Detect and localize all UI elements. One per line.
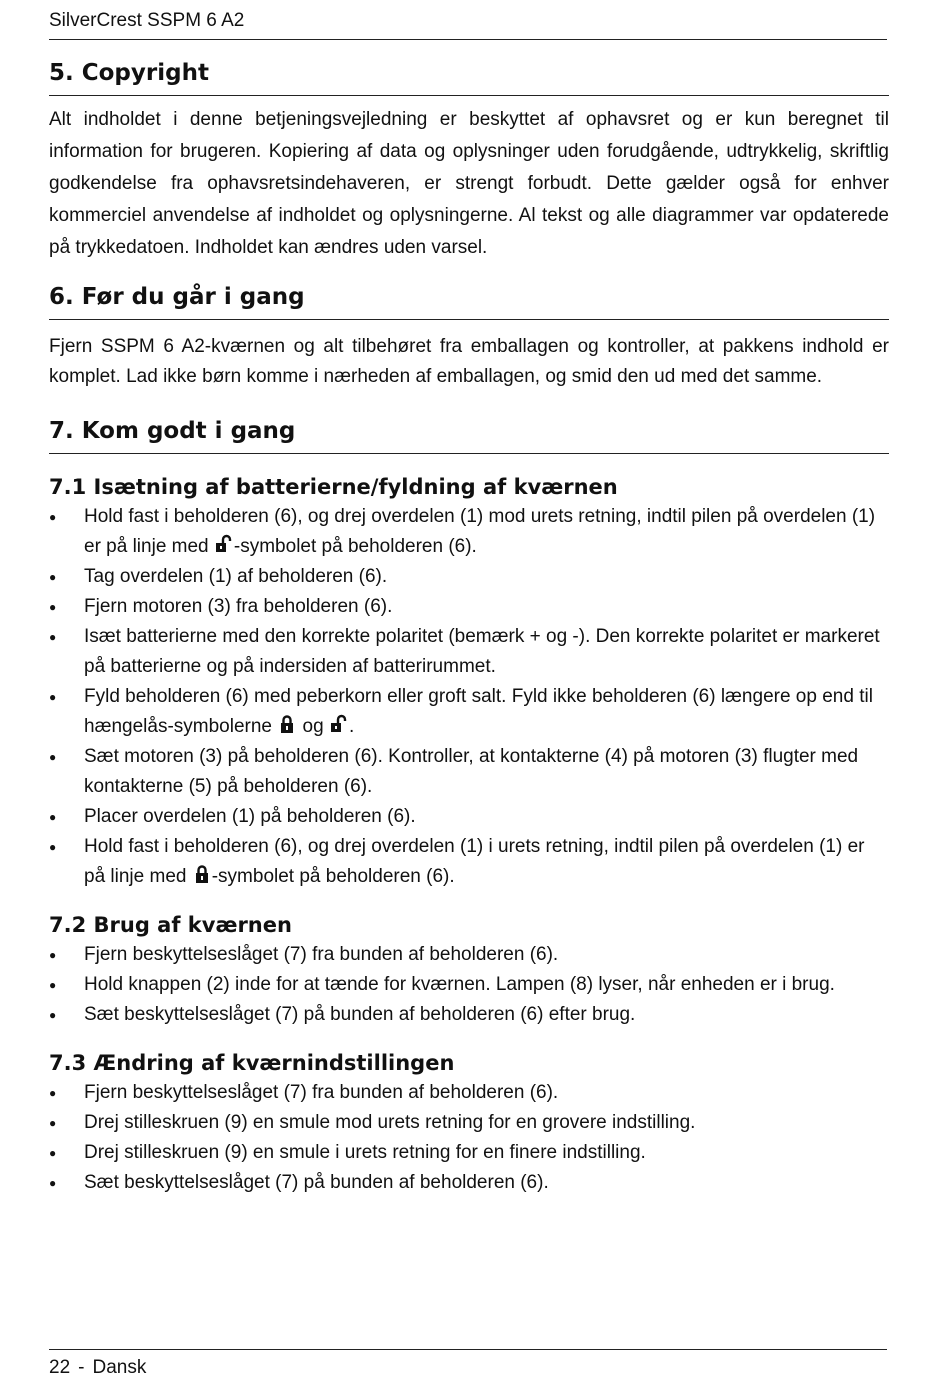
page-content: [49, 56, 889, 1198]
list-item: ● Hold fast i beholderen (6), og drej overdelen (1) mod urets retning, indtil pilen på overdelen (1) er på linje med -symbolet på beholderen (6).: [49, 502, 889, 562]
page-number: 22: [49, 1357, 71, 1378]
subsection-7-3-list: [49, 1078, 889, 1198]
list-item: ● Drej stilleskruen (9) en smule mod urets retning for en grovere indstilling.: [49, 1108, 889, 1138]
list-item: ● Tag overdelen (1) af beholderen (6).: [49, 562, 889, 592]
locked-padlock-icon: [193, 864, 211, 884]
section-5-heading: 5. Copyright: [49, 56, 889, 96]
subsection-7-2-list: [49, 940, 889, 1030]
section-6-heading: 6. Før du går i gang: [49, 280, 889, 320]
list-item: ● Placer overdelen (1) på beholderen (6).: [49, 802, 889, 832]
list-item: ● Hold fast i beholderen (6), og drej overdelen (1) i urets retning, indtil pilen på overdelen (1) er på linje med -symbolet på beholderen (6).: [49, 832, 889, 892]
list-item: ● Isæt batterierne med den korrekte polaritet (bemærk + og -). Den korrekte polaritet er markeret på batterierne og på indersiden af batterirummet.: [49, 622, 889, 682]
running-header: SilverCrest SSPM 6 A2: [49, 9, 887, 40]
list-item: ● Sæt motoren (3) på beholderen (6). Kontroller, at kontakterne (4) på motoren (3) flugter med kontakterne (5) på beholderen (6).: [49, 742, 889, 802]
unlocked-padlock-icon: [215, 534, 233, 554]
footer-language: Dansk: [92, 1357, 147, 1378]
list-item: ● Fjern beskyttelseslåget (7) fra bunden af beholderen (6).: [49, 940, 889, 970]
subsection-7-3-heading: 7.3 Ændring af kværnindstillingen: [49, 1051, 455, 1075]
list-item: ● Fyld beholderen (6) med peberkorn eller groft salt. Fyld ikke beholderen (6) længere op end til hængelås-symbolerne og .: [49, 682, 889, 742]
list-item: ● Fjern beskyttelseslåget (7) fra bunden af beholderen (6).: [49, 1078, 889, 1108]
page-footer: [49, 1349, 887, 1380]
subsection-7-1-list: [49, 502, 889, 892]
footer-separator: -: [78, 1357, 85, 1378]
section-6-text: Fjern SSPM 6 A2-kværnen og alt tilbehøret fra emballagen og kontroller, at pakkens indhold er komplet. Lad ikke børn komme i nærheden af emballagen, og smid den ud med det samme.: [49, 336, 889, 387]
subsection-7-1-heading: 7.1 Isætning af batterierne/fyldning af kværnen: [49, 475, 618, 499]
section-5-text: Alt indholdet i denne betjeningsvejledning er beskyttet af ophavsret og er kun beregnet til information for brugeren. Kopiering af data og oplysninger uden forudgående, udtrykkelig, skriftlig godkendelse fra ophavsretsindehaveren, er strengt forbudt. Dette gælder også for enhver kommerciel anvendelse af indholdet og oplysningerne. Al tekst og alle diagrammer var opdaterede på trykkedatoen. Indholdet kan ændres uden varsel.: [49, 109, 889, 258]
list-item: ● Sæt beskyttelseslåget (7) på bunden af beholderen (6).: [49, 1168, 889, 1198]
subsection-7-2-heading: 7.2 Brug af kværnen: [49, 913, 292, 937]
list-item: ● Drej stilleskruen (9) en smule i urets retning for en finere indstilling.: [49, 1138, 889, 1168]
list-item: ● Sæt beskyttelseslåget (7) på bunden af beholderen (6) efter brug.: [49, 1000, 889, 1030]
locked-padlock-icon: [278, 714, 296, 734]
unlocked-padlock-icon: [330, 714, 348, 734]
list-item: ● Fjern motoren (3) fra beholderen (6).: [49, 592, 889, 622]
list-item: ● Hold knappen (2) inde for at tænde for kværnen. Lampen (8) lyser, når enheden er i brug.: [49, 970, 889, 1000]
section-7-heading: 7. Kom godt i gang: [49, 414, 889, 454]
